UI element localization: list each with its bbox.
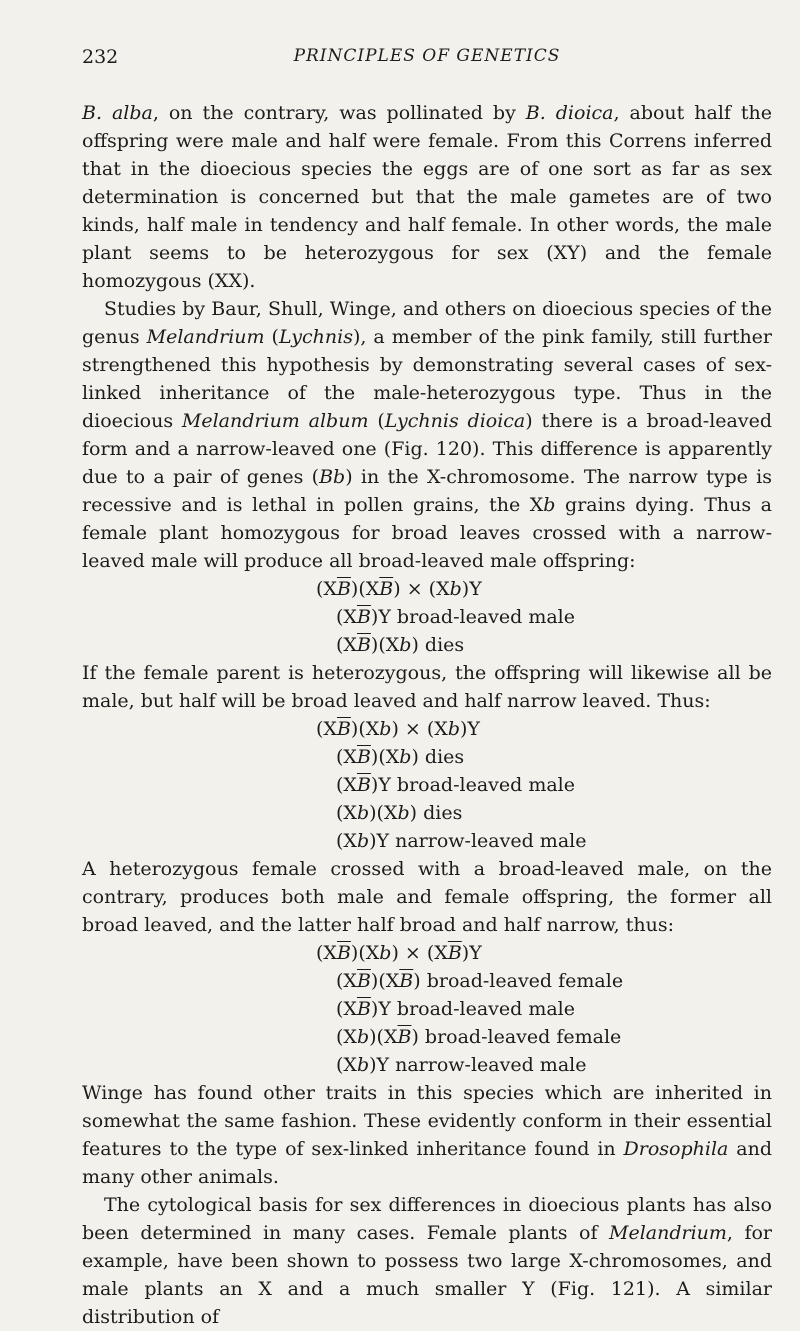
text-run: ( <box>264 326 279 348</box>
page-number: 232 <box>82 46 119 68</box>
cross-result: $(X\overline{B})(Xb)$ dies <box>336 746 465 768</box>
cross-result: $(Xb)(X\overline{B})$ broad-leaved female <box>336 1026 622 1048</box>
cross-result: $(X\overline{B})Y$ broad-leaved male <box>336 998 576 1020</box>
genus-name: Melandrium <box>146 326 265 348</box>
cross-formula: $(X\overline{B})(X\overline{B}) \times (Xb)Y$ <box>316 578 482 600</box>
text-run: ) in the X-chromosome. The narrow type is recessive and is lethal in pollen grains, the X <box>82 466 772 516</box>
text-run: ), a member of the pink family, still further strengthened this hypothesis by demonstrating several cases of sex-linked inheritance of the male-heterozygous type. Thus in the dioecious <box>82 326 773 432</box>
genus-name: Lychnis <box>278 326 353 348</box>
text-run: Studies by Baur, Shull, Winge, and others on dioecious species of the genus <box>82 298 772 348</box>
paragraph-4: A heterozygous female crossed with a broad-leaved male, on the contrary, produces both male and female offspring, the former all broad leaved, and the latter half broad and half narrow, thus: <box>82 858 772 936</box>
cross-result: $(X\overline{B})Y$ broad-leaved male <box>336 606 576 628</box>
genus-name: Melandrium <box>609 1222 727 1244</box>
text-run: , on the contrary, was pollinated by <box>152 102 526 124</box>
species-name: B. dioica <box>525 102 614 124</box>
paragraph-1 <box>82 99 772 295</box>
cross-result: $(X\overline{B})Y$ broad-leaved male <box>336 774 576 796</box>
running-title: PRINCIPLES OF GENETICS <box>293 46 561 66</box>
cross-result: $(X\overline{B})(X\overline{B})$ broad-leaved female <box>336 970 624 992</box>
text-run: , for example, have been shown to possess two large X-chromosomes, and male plants an X and a much smaller Y (Fig. 121). A similar distribution of <box>82 1222 773 1328</box>
text-run: ) there is a broad-leaved form and a narrow-leaved one (Fig. 120). This difference is apparently due to a pair of genes ( <box>82 410 772 488</box>
text-run: and many other animals. <box>82 1138 772 1188</box>
species-name: Lychnis dioica <box>384 410 526 432</box>
cross-block-3 <box>316 939 772 1079</box>
cross-result: (Xb)Y narrow-leaved male <box>336 830 587 852</box>
cross-block-2 <box>316 715 772 855</box>
text-run: , about half the offspring were male and half were female. From this Correns inferred that in the dioecious species the eggs are of one sort as far as sex determination is concerned but that the male gametes are of two kinds, half male in tendency and half female. In other words, the male plant seems to be heterozygous for sex (XY) and the female homozygous (XX). <box>82 102 772 292</box>
cross-block-1 <box>316 575 772 659</box>
text-run: ( <box>368 410 385 432</box>
species-name: Melandrium album <box>181 410 369 432</box>
cross-formula: $(X\overline{B})(Xb) \times (X\overline{B})Y$ <box>316 942 482 964</box>
gene-symbol: Bb <box>319 466 346 488</box>
cross-result: $(X\overline{B})(Xb)$ dies <box>336 634 465 656</box>
page-header <box>82 46 772 76</box>
paragraph-2 <box>82 295 772 575</box>
paragraph-5 <box>82 1079 772 1191</box>
text-run: grains dying. Thus a female plant homozygous for broad leaves crossed with a narrow-leaved male will produce all broad-leaved male offspring: <box>82 494 772 572</box>
cross-result: (Xb)Y narrow-leaved male <box>336 1054 587 1076</box>
genus-name: Drosophila <box>623 1138 729 1160</box>
paragraph-6 <box>82 1191 772 1331</box>
text-run: Winge has found other traits in this species which are inherited in somewhat the same fashion. These evidently conform in their essential features to the type of sex-linked inheritance found in <box>82 1082 772 1160</box>
species-name: B. alba <box>82 102 153 124</box>
gene-symbol: b <box>543 494 556 516</box>
paragraph-3: If the female parent is heterozygous, the offspring will likewise all be male, but half will be broad leaved and half narrow leaved. Thus: <box>82 662 772 712</box>
text-run: The cytological basis for sex differences in dioecious plants has also been determined in many cases. Female plants of <box>82 1194 772 1244</box>
cross-result: (Xb)(Xb) dies <box>336 802 463 824</box>
cross-formula: $(X\overline{B})(Xb) \times (Xb)Y$ <box>316 718 480 740</box>
page-body <box>82 99 772 1331</box>
